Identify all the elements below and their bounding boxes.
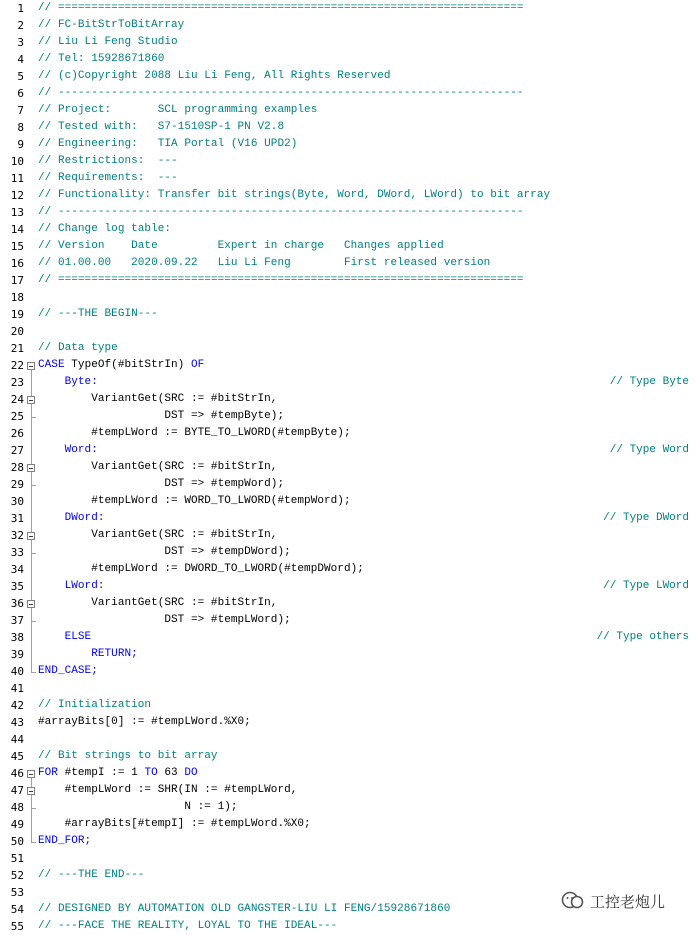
code-line[interactable] bbox=[0, 85, 696, 102]
line-number: 27 bbox=[10, 444, 24, 457]
code-text bbox=[38, 527, 277, 544]
code-comment: // Engineering: TIA Portal (V16 UPD2) bbox=[38, 138, 298, 150]
code-token: TypeOf(#bitStrIn) bbox=[71, 359, 191, 371]
code-line[interactable] bbox=[0, 493, 696, 510]
code-token: VariantGet(SRC := #bitStrIn, bbox=[38, 393, 278, 405]
code-text bbox=[38, 102, 317, 119]
line-number: 46 bbox=[10, 767, 24, 780]
code-comment: // DESIGNED BY AUTOMATION OLD GANGSTER-LIU LI FENG/15928671860 bbox=[38, 903, 451, 915]
line-number: 3 bbox=[17, 36, 24, 49]
code-text bbox=[38, 867, 144, 884]
line-number: 10 bbox=[10, 155, 24, 168]
code-text bbox=[38, 493, 351, 510]
code-line[interactable] bbox=[0, 255, 696, 272]
code-text bbox=[38, 697, 151, 714]
code-line[interactable] bbox=[0, 51, 696, 68]
code-comment: // Change log table: bbox=[38, 223, 172, 235]
fold-end-tick bbox=[31, 485, 36, 486]
code-line[interactable] bbox=[0, 391, 696, 408]
line-number: 4 bbox=[17, 53, 24, 66]
collapse-toggle-icon[interactable] bbox=[27, 787, 35, 795]
code-keyword: RETURN; bbox=[38, 648, 138, 660]
code-text bbox=[38, 306, 158, 323]
code-text bbox=[38, 510, 105, 527]
code-text bbox=[38, 833, 91, 850]
code-line[interactable] bbox=[0, 782, 696, 799]
line-number: 11 bbox=[10, 172, 24, 185]
code-text bbox=[38, 255, 490, 272]
code-token: DST => #tempWord); bbox=[38, 478, 285, 490]
code-text bbox=[38, 340, 118, 357]
code-line[interactable] bbox=[0, 612, 696, 629]
code-token: #tempLWord := SHR(IN := #tempLWord, bbox=[38, 784, 298, 796]
code-text bbox=[38, 561, 364, 578]
line-number: 39 bbox=[10, 648, 24, 661]
line-number: 47 bbox=[10, 784, 24, 797]
code-text bbox=[38, 17, 184, 34]
code-line[interactable] bbox=[0, 544, 696, 561]
code-line[interactable] bbox=[0, 374, 696, 391]
code-line[interactable] bbox=[0, 646, 696, 663]
code-text bbox=[38, 476, 284, 493]
code-line[interactable] bbox=[0, 425, 696, 442]
inline-comment: // Type Word bbox=[609, 444, 689, 456]
line-number: 35 bbox=[10, 580, 24, 593]
line-number: 30 bbox=[10, 495, 24, 508]
code-text bbox=[38, 765, 198, 782]
code-text bbox=[38, 357, 204, 374]
collapse-toggle-icon[interactable] bbox=[27, 532, 35, 540]
code-line[interactable] bbox=[0, 272, 696, 289]
code-line[interactable] bbox=[0, 765, 696, 782]
fold-end-tick bbox=[31, 621, 36, 622]
code-keyword: DO bbox=[184, 767, 198, 779]
watermark bbox=[560, 890, 686, 914]
code-comment: // 01.00.00 2020.09.22 Liu Li Feng First released version bbox=[38, 257, 491, 269]
code-text bbox=[38, 425, 351, 442]
code-line[interactable] bbox=[0, 850, 696, 867]
line-number: 43 bbox=[10, 716, 24, 729]
code-token: VariantGet(SRC := #bitStrIn, bbox=[38, 597, 278, 609]
code-text bbox=[38, 51, 164, 68]
code-comment: // Liu Li Feng Studio bbox=[38, 36, 178, 48]
code-line[interactable] bbox=[0, 17, 696, 34]
code-token: #tempLWord := BYTE_TO_LWORD(#tempByte); bbox=[38, 427, 351, 439]
line-number: 49 bbox=[10, 818, 24, 831]
code-text bbox=[38, 170, 178, 187]
fold-end-tick bbox=[31, 672, 36, 673]
code-line[interactable] bbox=[0, 187, 696, 204]
code-line[interactable] bbox=[0, 731, 696, 748]
code-line[interactable] bbox=[0, 68, 696, 85]
code-token: #tempLWord := WORD_TO_LWORD(#tempWord); bbox=[38, 495, 351, 507]
line-number: 23 bbox=[10, 376, 24, 389]
code-line[interactable] bbox=[0, 595, 696, 612]
line-number: 5 bbox=[17, 70, 24, 83]
code-text bbox=[38, 748, 218, 765]
code-line[interactable] bbox=[0, 578, 696, 595]
code-text bbox=[38, 442, 98, 459]
code-keyword: END_CASE; bbox=[38, 665, 98, 677]
line-number: 18 bbox=[10, 291, 24, 304]
code-token: #arrayBits[#tempI] := #tempLWord.%X0; bbox=[38, 818, 311, 830]
code-text bbox=[38, 136, 297, 153]
line-number: 38 bbox=[10, 631, 24, 644]
code-line[interactable] bbox=[0, 136, 696, 153]
code-comment: // Version Date Expert in charge Changes applied bbox=[38, 240, 444, 252]
code-text bbox=[38, 204, 524, 221]
code-line[interactable] bbox=[0, 0, 696, 17]
code-line[interactable] bbox=[0, 714, 696, 731]
line-number: 15 bbox=[10, 240, 24, 253]
line-number: 7 bbox=[17, 104, 24, 117]
code-line[interactable] bbox=[0, 748, 696, 765]
code-line[interactable] bbox=[0, 102, 696, 119]
code-line[interactable] bbox=[0, 34, 696, 51]
code-comment: // ---THE END--- bbox=[38, 869, 145, 881]
code-text bbox=[38, 0, 524, 17]
code-comment: // Tested with: S7-1510SP-1 PN V2.8 bbox=[38, 121, 285, 133]
code-comment: // ====================================================================== bbox=[38, 2, 524, 14]
code-text bbox=[38, 612, 291, 629]
watermark-text: 工控老炮儿 bbox=[590, 893, 666, 911]
code-line[interactable] bbox=[0, 561, 696, 578]
code-line[interactable] bbox=[0, 357, 696, 374]
code-line[interactable] bbox=[0, 221, 696, 238]
line-number: 54 bbox=[10, 903, 24, 916]
line-number: 13 bbox=[10, 206, 24, 219]
code-line[interactable] bbox=[0, 527, 696, 544]
code-keyword: DWord: bbox=[38, 512, 105, 524]
code-keyword: Word: bbox=[38, 444, 98, 456]
code-line[interactable] bbox=[0, 697, 696, 714]
code-token: N := 1); bbox=[38, 801, 238, 813]
collapse-toggle-icon[interactable] bbox=[27, 464, 35, 472]
inline-comment: // Type LWord bbox=[603, 580, 689, 592]
code-text bbox=[38, 629, 91, 646]
code-token: VariantGet(SRC := #bitStrIn, bbox=[38, 461, 278, 473]
code-comment: // Functionality: Transfer bit strings(Byte, Word, DWord, LWord) to bit array bbox=[38, 189, 551, 201]
code-line[interactable] bbox=[0, 799, 696, 816]
code-text bbox=[38, 816, 311, 833]
fold-end-tick bbox=[31, 808, 36, 809]
wechat-official-account-icon bbox=[560, 890, 586, 912]
code-text bbox=[38, 782, 297, 799]
line-number: 26 bbox=[10, 427, 24, 440]
code-comment: // Restrictions: --- bbox=[38, 155, 178, 167]
line-number: 40 bbox=[10, 665, 24, 678]
line-number: 36 bbox=[10, 597, 24, 610]
fold-guide-line bbox=[31, 366, 32, 672]
inline-comment: // Type others bbox=[596, 631, 689, 643]
code-line[interactable] bbox=[0, 476, 696, 493]
collapse-toggle-icon[interactable] bbox=[27, 600, 35, 608]
code-comment: // Bit strings to bit array bbox=[38, 750, 218, 762]
code-line[interactable] bbox=[0, 238, 696, 255]
code-line[interactable] bbox=[0, 833, 696, 850]
code-text bbox=[38, 238, 444, 255]
code-token: #arrayBits[0] := #tempLWord.%X0; bbox=[38, 716, 251, 728]
code-comment: // Requirements: --- bbox=[38, 172, 178, 184]
line-number: 34 bbox=[10, 563, 24, 576]
line-number: 16 bbox=[10, 257, 24, 270]
code-line[interactable] bbox=[0, 459, 696, 476]
code-token: VariantGet(SRC := #bitStrIn, bbox=[38, 529, 278, 541]
line-number: 21 bbox=[10, 342, 24, 355]
line-number: 33 bbox=[10, 546, 24, 559]
line-number: 17 bbox=[10, 274, 24, 287]
code-text bbox=[38, 544, 291, 561]
line-number: 8 bbox=[17, 121, 24, 134]
code-text bbox=[38, 221, 171, 238]
line-number: 25 bbox=[10, 410, 24, 423]
code-line[interactable] bbox=[0, 663, 696, 680]
collapse-toggle-icon[interactable] bbox=[27, 362, 35, 370]
collapse-toggle-icon[interactable] bbox=[27, 396, 35, 404]
code-text bbox=[38, 578, 105, 595]
code-line[interactable] bbox=[0, 918, 696, 935]
code-text bbox=[38, 272, 524, 289]
code-comment: // Tel: 15928671860 bbox=[38, 53, 165, 65]
line-number: 44 bbox=[10, 733, 24, 746]
code-line[interactable] bbox=[0, 629, 696, 646]
code-comment: // ====================================================================== bbox=[38, 274, 524, 286]
line-number: 14 bbox=[10, 223, 24, 236]
code-text bbox=[38, 646, 138, 663]
line-number: 24 bbox=[10, 393, 24, 406]
code-text bbox=[38, 799, 238, 816]
code-text bbox=[38, 459, 277, 476]
code-comment: // Initialization bbox=[38, 699, 152, 711]
code-keyword: Byte: bbox=[38, 376, 98, 388]
inline-comment: // Type DWord bbox=[603, 512, 689, 524]
code-comment: // ---------------------------------------------------------------------- bbox=[38, 87, 524, 99]
line-number: 9 bbox=[17, 138, 24, 151]
code-comment: // ---------------------------------------------------------------------- bbox=[38, 206, 524, 218]
fold-end-tick bbox=[31, 842, 36, 843]
code-line[interactable] bbox=[0, 306, 696, 323]
code-text bbox=[38, 119, 284, 136]
code-line[interactable] bbox=[0, 340, 696, 357]
line-number: 22 bbox=[10, 359, 24, 372]
line-number: 50 bbox=[10, 835, 24, 848]
code-token: DST => #tempByte); bbox=[38, 410, 285, 422]
line-number: 42 bbox=[10, 699, 24, 712]
code-text bbox=[38, 408, 284, 425]
code-comment: // FC-BitStrToBitArray bbox=[38, 19, 185, 31]
code-line[interactable] bbox=[0, 510, 696, 527]
line-number: 37 bbox=[10, 614, 24, 627]
fold-end-tick bbox=[31, 417, 36, 418]
line-number: 28 bbox=[10, 461, 24, 474]
code-line[interactable] bbox=[0, 867, 696, 884]
code-comment: // (c)Copyright 2088 Liu Li Feng, All Rights Reserved bbox=[38, 70, 391, 82]
line-number: 53 bbox=[10, 886, 24, 899]
code-line[interactable] bbox=[0, 204, 696, 221]
line-number: 41 bbox=[10, 682, 24, 695]
line-number: 32 bbox=[10, 529, 24, 542]
code-token: 63 bbox=[164, 767, 185, 779]
code-comment: // ---THE BEGIN--- bbox=[38, 308, 158, 320]
line-number: 45 bbox=[10, 750, 24, 763]
code-line[interactable] bbox=[0, 289, 696, 306]
line-number: 1 bbox=[17, 2, 24, 15]
code-text bbox=[38, 901, 450, 918]
code-line[interactable] bbox=[0, 119, 696, 136]
code-text bbox=[38, 918, 337, 935]
code-line[interactable] bbox=[0, 323, 696, 340]
code-keyword: OF bbox=[191, 359, 205, 371]
code-text bbox=[38, 595, 277, 612]
code-line[interactable] bbox=[0, 153, 696, 170]
inline-comment: // Type Byte bbox=[609, 376, 689, 388]
line-number: 51 bbox=[10, 852, 24, 865]
code-comment: // Project: SCL programming examples bbox=[38, 104, 318, 116]
line-number: 48 bbox=[10, 801, 24, 814]
line-number: 6 bbox=[17, 87, 24, 100]
code-text bbox=[38, 68, 391, 85]
code-text bbox=[38, 714, 251, 731]
code-keyword: FOR bbox=[38, 767, 65, 779]
code-token: DST => #tempDWord); bbox=[38, 546, 291, 558]
code-token: #tempI := 1 bbox=[64, 767, 145, 779]
line-number: 31 bbox=[10, 512, 24, 525]
line-number: 55 bbox=[10, 920, 24, 933]
collapse-toggle-icon[interactable] bbox=[27, 770, 35, 778]
code-keyword: ELSE bbox=[38, 631, 92, 643]
code-text bbox=[38, 85, 524, 102]
line-number: 19 bbox=[10, 308, 24, 321]
code-line[interactable] bbox=[0, 442, 696, 459]
line-number: 2 bbox=[17, 19, 24, 32]
code-line[interactable] bbox=[0, 408, 696, 425]
code-line[interactable] bbox=[0, 170, 696, 187]
code-line[interactable] bbox=[0, 680, 696, 697]
line-number: 29 bbox=[10, 478, 24, 491]
code-text bbox=[38, 153, 178, 170]
code-keyword: END_FOR; bbox=[38, 835, 92, 847]
code-text bbox=[38, 663, 98, 680]
code-text bbox=[38, 187, 550, 204]
code-keyword: LWord: bbox=[38, 580, 105, 592]
line-number: 52 bbox=[10, 869, 24, 882]
code-keyword: CASE bbox=[38, 359, 72, 371]
code-text bbox=[38, 391, 277, 408]
code-line[interactable] bbox=[0, 816, 696, 833]
code-text bbox=[38, 34, 178, 51]
fold-end-tick bbox=[31, 553, 36, 554]
code-comment: // ---FACE THE REALITY, LOYAL TO THE IDEAL--- bbox=[38, 920, 338, 932]
code-keyword: TO bbox=[144, 767, 165, 779]
line-number: 20 bbox=[10, 325, 24, 338]
code-comment: // Data type bbox=[38, 342, 118, 354]
line-number: 12 bbox=[10, 189, 24, 202]
code-token: #tempLWord := DWORD_TO_LWORD(#tempDWord); bbox=[38, 563, 364, 575]
code-text bbox=[38, 374, 98, 391]
code-token: DST => #tempLWord); bbox=[38, 614, 291, 626]
